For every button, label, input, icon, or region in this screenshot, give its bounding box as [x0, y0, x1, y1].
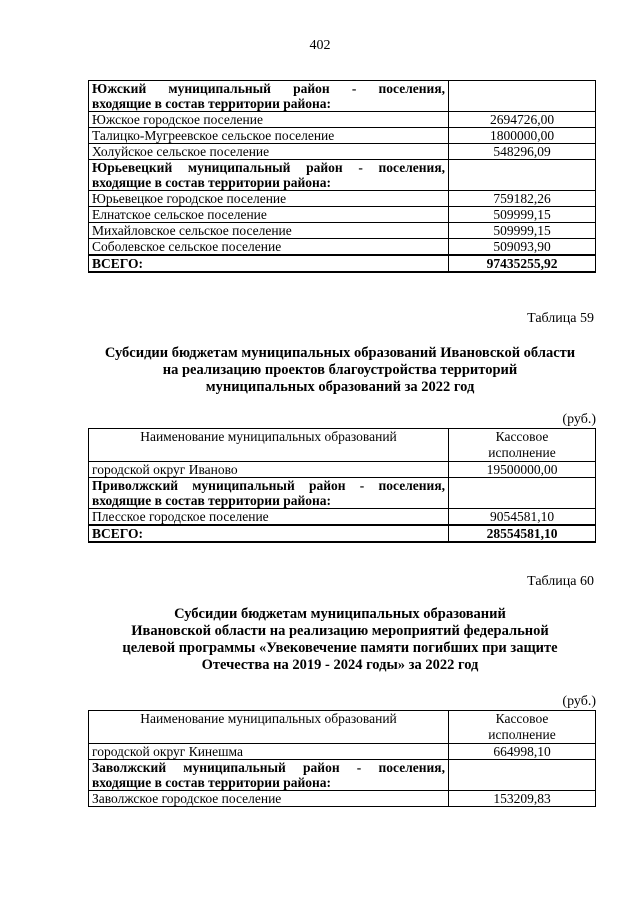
value-cell: 664998,10 — [449, 744, 596, 760]
value-cell: 9054581,10 — [449, 509, 596, 526]
group-row — [89, 478, 596, 509]
name-cell: Плесское городское поселение — [89, 509, 449, 526]
header-value-line: Кассовое — [495, 429, 549, 444]
value-cell: 2694726,00 — [449, 112, 596, 128]
name-cell: Елнатское сельское поселение — [89, 207, 449, 223]
name-cell: Холуйское сельское поселение — [89, 144, 449, 160]
name-cell: ВСЕГО: — [89, 255, 449, 272]
table-60 — [88, 710, 596, 807]
header-name-cell: Наименование муниципальных образований — [89, 429, 449, 462]
value-cell: 97435255,92 — [449, 255, 596, 272]
value-cell: 19500000,00 — [449, 462, 596, 478]
name-cell: Соболевское сельское поселение — [89, 239, 449, 256]
group-name-cell — [89, 760, 449, 791]
table-row — [89, 462, 596, 478]
table-row — [89, 128, 596, 144]
name-cell: Заволжское городское поселение — [89, 791, 449, 807]
table-header-row — [89, 711, 596, 744]
title-line: муниципальных образований за 2022 год — [205, 379, 475, 395]
table-60-unit: (руб.) — [562, 694, 596, 709]
value-cell: 1800000,00 — [449, 128, 596, 144]
group-name-line: Южский муниципальный район - поселения, — [92, 81, 445, 96]
header-value-cell — [449, 429, 596, 462]
table-59-unit: (руб.) — [562, 412, 596, 427]
value-cell — [449, 760, 596, 791]
name-cell: Южское городское поселение — [89, 112, 449, 128]
header-value-line: исполнение — [488, 727, 556, 742]
table-59 — [88, 428, 596, 543]
title-line: Субсидии бюджетам муниципальных образований Ивановской области — [104, 345, 576, 361]
total-row — [89, 255, 596, 272]
group-name-line: Приволжский муниципальный район - поселения, — [92, 478, 445, 493]
title-line: Ивановской области на реализацию мероприятий федеральной — [131, 623, 549, 639]
name-cell: ВСЕГО: — [89, 525, 449, 542]
group-name-line: входящие в состав территории района: — [92, 96, 332, 111]
group-row — [89, 760, 596, 791]
table-59-caption: Таблица 59 — [527, 311, 594, 326]
value-cell: 548296,09 — [449, 144, 596, 160]
group-name-cell — [89, 81, 449, 112]
table-row — [89, 191, 596, 207]
value-cell: 28554581,10 — [449, 525, 596, 542]
group-name-line: входящие в состав территории района: — [92, 175, 332, 190]
name-cell: городской округ Кинешма — [89, 744, 449, 760]
group-name-line: входящие в состав территории района: — [92, 775, 332, 790]
group-name-cell — [89, 478, 449, 509]
value-cell: 509999,15 — [449, 223, 596, 239]
table-60-title — [60, 606, 620, 674]
value-cell: 509999,15 — [449, 207, 596, 223]
page-number: 402 — [309, 38, 331, 53]
title-line: на реализацию проектов благоустройства территорий — [162, 362, 518, 378]
title-line: Субсидии бюджетам муниципальных образований — [174, 606, 506, 622]
header-value-line: Кассовое — [495, 711, 549, 726]
header-value-cell — [449, 711, 596, 744]
table-row — [89, 791, 596, 807]
title-line: Отечества на 2019 - 2024 годы» за 2022 год — [201, 657, 479, 673]
name-cell: городской округ Иваново — [89, 462, 449, 478]
table-row — [89, 207, 596, 223]
header-name-cell: Наименование муниципальных образований — [89, 711, 449, 744]
group-row — [89, 81, 596, 112]
table-row — [89, 223, 596, 239]
name-cell: Талицко-Мугреевское сельское поселение — [89, 128, 449, 144]
name-cell: Михайловское сельское поселение — [89, 223, 449, 239]
value-cell: 153209,83 — [449, 791, 596, 807]
table-row — [89, 144, 596, 160]
group-name-line: Заволжский муниципальный район - поселения, — [92, 760, 445, 775]
value-cell — [449, 81, 596, 112]
value-cell: 509093,90 — [449, 239, 596, 256]
group-name-line: Юрьевецкий муниципальный район - поселения, — [92, 160, 445, 175]
table-59-title — [60, 345, 620, 396]
name-cell: Юрьевецкое городское поселение — [89, 191, 449, 207]
table-header-row — [89, 429, 596, 462]
table-row — [89, 744, 596, 760]
group-name-cell — [89, 160, 449, 191]
value-cell — [449, 478, 596, 509]
value-cell: 759182,26 — [449, 191, 596, 207]
value-cell — [449, 160, 596, 191]
group-row — [89, 160, 596, 191]
group-name-line: входящие в состав территории района: — [92, 493, 332, 508]
table-60-caption: Таблица 60 — [527, 574, 594, 589]
table-58-continuation — [88, 80, 596, 273]
total-row — [89, 525, 596, 542]
table-row — [89, 112, 596, 128]
table-row — [89, 239, 596, 256]
table-row — [89, 509, 596, 526]
header-value-line: исполнение — [488, 445, 556, 460]
title-line: целевой программы «Увековечение памяти погибших при защите — [122, 640, 558, 656]
